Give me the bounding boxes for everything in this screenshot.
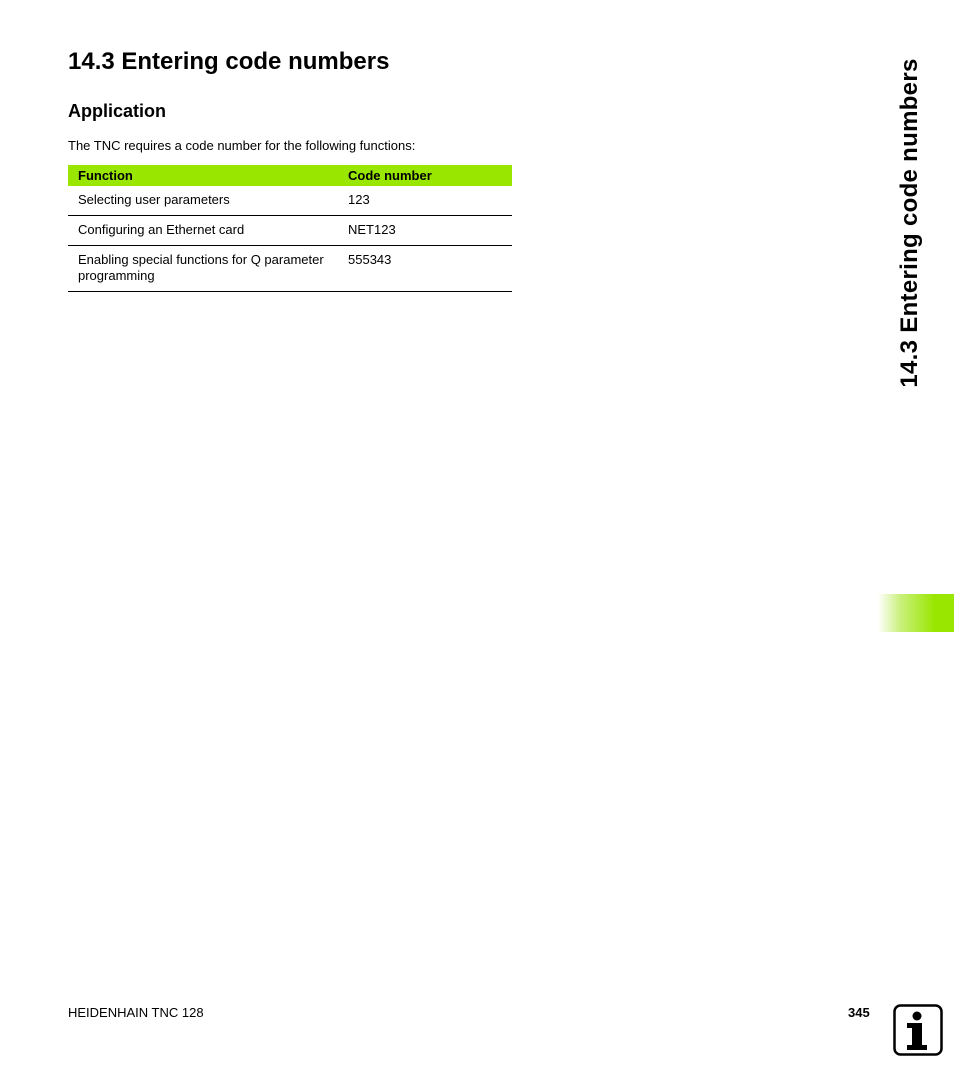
function-cell: Configuring an Ethernet card (68, 216, 340, 246)
code-number-table (68, 165, 512, 292)
section-title: Application (68, 101, 166, 121)
code-cell: 123 (340, 186, 512, 216)
table-row (68, 246, 512, 292)
intro-text: The TNC requires a code number for the following functions: (68, 138, 416, 153)
info-icon (893, 1004, 943, 1056)
function-cell: Enabling special functions for Q parameter programming (68, 246, 340, 292)
table-header-row (68, 165, 512, 186)
header-code-number: Code number (340, 165, 512, 186)
header-function: Function (68, 165, 340, 186)
chapter-thumb-tab (878, 594, 954, 632)
footer-product: HEIDENHAIN TNC 128 (68, 1005, 204, 1020)
function-cell: Selecting user parameters (68, 186, 340, 216)
code-cell: NET123 (340, 216, 512, 246)
code-cell: 555343 (340, 246, 512, 292)
table-row (68, 216, 512, 246)
chapter-title: 14.3 Entering code numbers (68, 48, 390, 75)
page-number: 345 (848, 1005, 870, 1020)
side-title-text: 14.3 Entering code numbers (896, 58, 923, 388)
table-row (68, 186, 512, 216)
